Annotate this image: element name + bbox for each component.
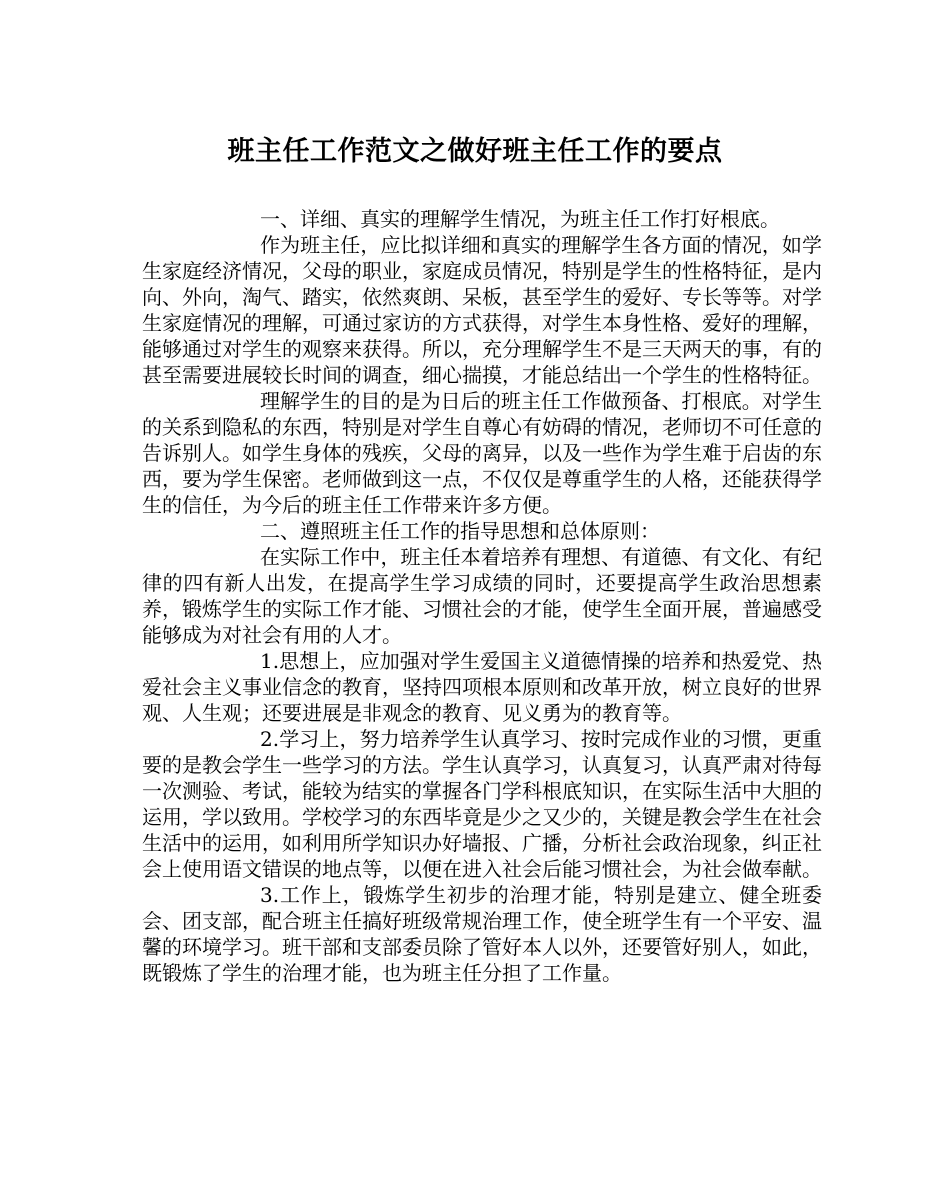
paragraph-section-two-heading: 二、遵照班主任工作的指导思想和总体原则： [260,519,660,543]
paragraph-understand-students: 作为班主任，应比拟详细和真实的理解学生各方面的情况，如学生家庭经济情况，父母的职业，家庭成员情况，特别是学生的性格特征，是内向、外向，淘气、踏实，依然爽朗、呆板，甚至学生的爱好、专长等等。对学生家庭情况的理解，可通过家访的方式获得，对学生本身性格、爱好的理解，能够通过对学生的观察来获得。所以，充分理解学生不是三天两天的事，有的甚至需要进展较长时间的调查，细心揣摸，才能总结出一个学生的性格特征。 [142,233,822,387]
document-body [142,206,822,986]
paragraph-practical-work: 在实际工作中，班主任本着培养有理想、有道德、有文化、有纪律的四有新人出发，在提高学生学习成绩的同时，还要提高学生政治思想素养，锻炼学生的实际工作才能、习惯社会的才能，使学生全面开展，普遍感受能够成为对社会有用的人才。 [142,545,822,647]
paragraph-item-work: 3.工作上，锻炼学生初步的治理才能，特别是建立、健全班委会、团支部，配合班主任搞好班级常规治理工作，使全班学生有一个平安、温馨的环境学习。班干部和支部委员除了管好本人以外，还要管好别人，如此，既锻炼了学生的治理才能，也为班主任分担了工作量。 [142,883,822,985]
paragraph-item-thought: 1.思想上，应加强对学生爱国主义道德情操的培养和热爱党、热爱社会主义事业信念的教育，坚持四项根本原则和改革开放，树立良好的世界观、人生观；还要进展是非观念的教育、见义勇为的教育等。 [142,649,822,725]
document-title: 班主任工作范文之做好班主任工作的要点 [227,136,723,167]
paragraph-item-study: 2.学习上，努力培养学生认真学习、按时完成作业的习惯，更重要的是教会学生一些学习的方法。学生认真学习，认真复习，认真严肃对待每一次测验、考试，能较为结实的掌握各门学科根底知识，在实际生活中大胆的运用，学以致用。学校学习的东西毕竟是少之又少的，关键是教会学生在社会生活中的运用，如利用所学知识办好墙报、广播，分析社会政治现象，纠正社会上使用语文错误的地点等，以便在进入社会后能习惯社会，为社会做奉献。 [142,727,822,881]
paragraph-purpose-privacy: 理解学生的目的是为日后的班主任工作做预备、打根底。对学生的关系到隐私的东西，特别是对学生自尊心有妨碍的情况，老师切不可任意的告诉别人。如学生身体的残疾，父母的离异，以及一些作为学生难于启齿的东西，要为学生保密。老师做到这一点，不仅仅是尊重学生的人格，还能获得学生的信任，为今后的班主任工作带来许多方便。 [142,389,822,517]
paragraph-section-one-heading: 一、详细、真实的理解学生情况，为班主任工作打好根底。 [260,207,780,231]
